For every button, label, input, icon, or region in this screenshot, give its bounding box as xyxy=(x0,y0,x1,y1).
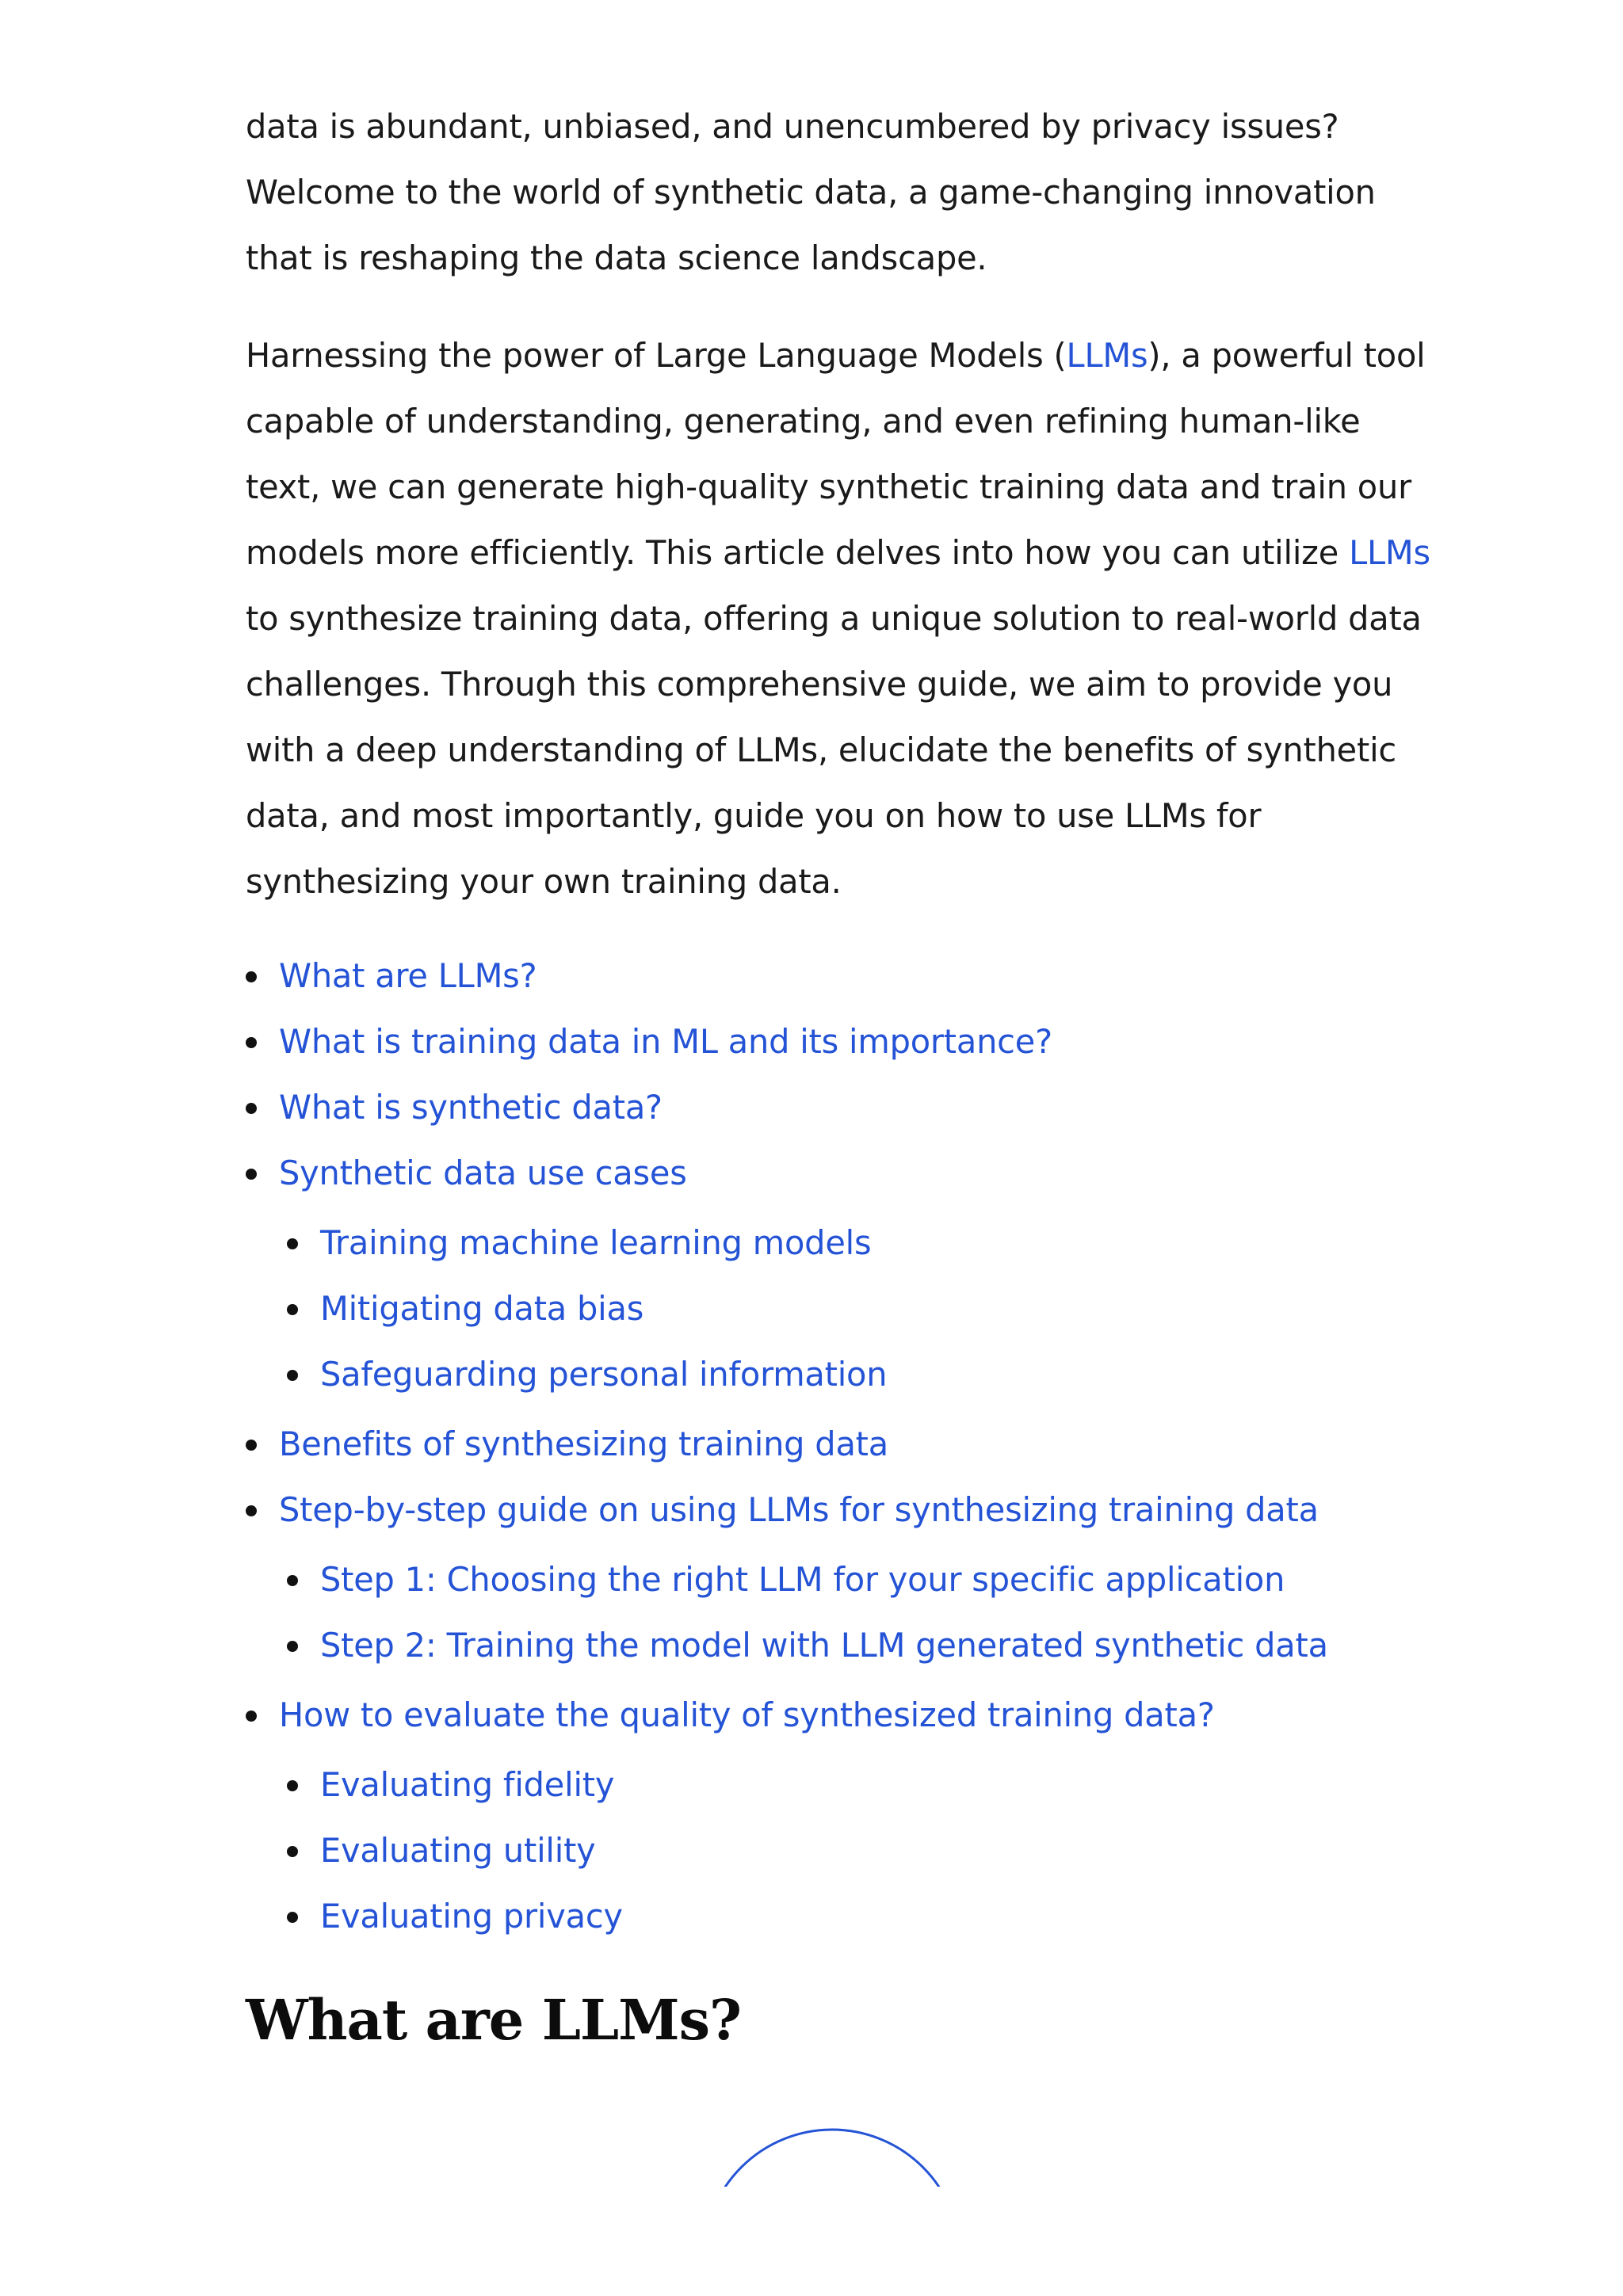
llms-link[interactable]: LLMs xyxy=(1066,336,1148,375)
toc-item xyxy=(246,1074,1514,1140)
toc-subitem xyxy=(246,1547,1514,1612)
toc-subitem xyxy=(246,1752,1514,1817)
paragraph-text: Harnessing the power of Large Language Models ( xyxy=(246,336,1067,375)
toc-link-step-1[interactable]: Step 1: Choosing the right LLM for your specific application xyxy=(320,1560,1285,1599)
toc-item xyxy=(246,943,1514,1009)
article-body xyxy=(246,93,1434,946)
table-of-contents xyxy=(246,943,1514,1949)
toc-subitem xyxy=(246,1210,1514,1276)
toc-item xyxy=(246,1140,1514,1206)
toc-link-mitigating-data-bias[interactable]: Mitigating data bias xyxy=(320,1289,644,1328)
toc-item xyxy=(246,1411,1514,1477)
section-heading: What are LLMs? xyxy=(246,1987,742,2053)
llms-link[interactable]: LLMs xyxy=(1349,533,1430,572)
toc-link-training-ml-models[interactable]: Training machine learning models xyxy=(320,1223,872,1262)
arc-graphic xyxy=(697,2107,967,2187)
toc-link-evaluating-fidelity[interactable]: Evaluating fidelity xyxy=(320,1765,615,1804)
intro-paragraph-1: data is abundant, unbiased, and unencumbered by privacy issues? Welcome to the world of synthetic data, a game-changing innovation that is reshaping the data science landscape. xyxy=(246,107,1376,277)
toc-subitem xyxy=(246,1817,1514,1883)
toc-link-what-is-synthetic-data[interactable]: What is synthetic data? xyxy=(279,1088,663,1127)
toc-link-step-by-step-guide[interactable]: Step-by-step guide on using LLMs for synthesizing training data xyxy=(279,1490,1319,1529)
toc-link-safeguarding-personal-info[interactable]: Safeguarding personal information xyxy=(320,1355,888,1394)
toc-item xyxy=(246,1009,1514,1074)
paragraph-text: ), a powerful tool capable of understanding, generating, and even refining human-like text, we can generate high-quality synthetic training data and train our models more efficiently. This article delves into how you can utilize xyxy=(246,336,1426,572)
toc-link-evaluate-quality[interactable]: How to evaluate the quality of synthesized training data? xyxy=(279,1695,1215,1734)
toc-link-evaluating-utility[interactable]: Evaluating utility xyxy=(320,1831,596,1870)
intro-paragraph-2 xyxy=(246,322,1434,914)
toc-item xyxy=(246,1477,1514,1543)
toc-link-synthetic-data-use-cases[interactable]: Synthetic data use cases xyxy=(279,1154,687,1192)
toc-subitem xyxy=(246,1276,1514,1341)
toc-link-training-data-importance[interactable]: What is training data in ML and its importance? xyxy=(279,1022,1052,1061)
toc-subitem xyxy=(246,1883,1514,1949)
toc-item xyxy=(246,1682,1514,1748)
toc-subitem xyxy=(246,1612,1514,1678)
toc-link-benefits[interactable]: Benefits of synthesizing training data xyxy=(279,1425,888,1463)
toc-subitem xyxy=(246,1341,1514,1407)
toc-link-what-are-llms[interactable]: What are LLMs? xyxy=(279,956,537,995)
paragraph-text: to synthesize training data, offering a unique solution to real-world data challenges. Through this comprehensive guide, we aim to provide you with a deep understanding of LLMs, elucidate the benefits of synthetic data, and most importantly, guide you on how to use LLMs for synthesizing your own training data. xyxy=(246,599,1422,901)
illustration-arc xyxy=(697,2107,967,2187)
toc-link-evaluating-privacy[interactable]: Evaluating privacy xyxy=(320,1897,623,1936)
toc-link-step-2[interactable]: Step 2: Training the model with LLM generated synthetic data xyxy=(320,1626,1328,1665)
